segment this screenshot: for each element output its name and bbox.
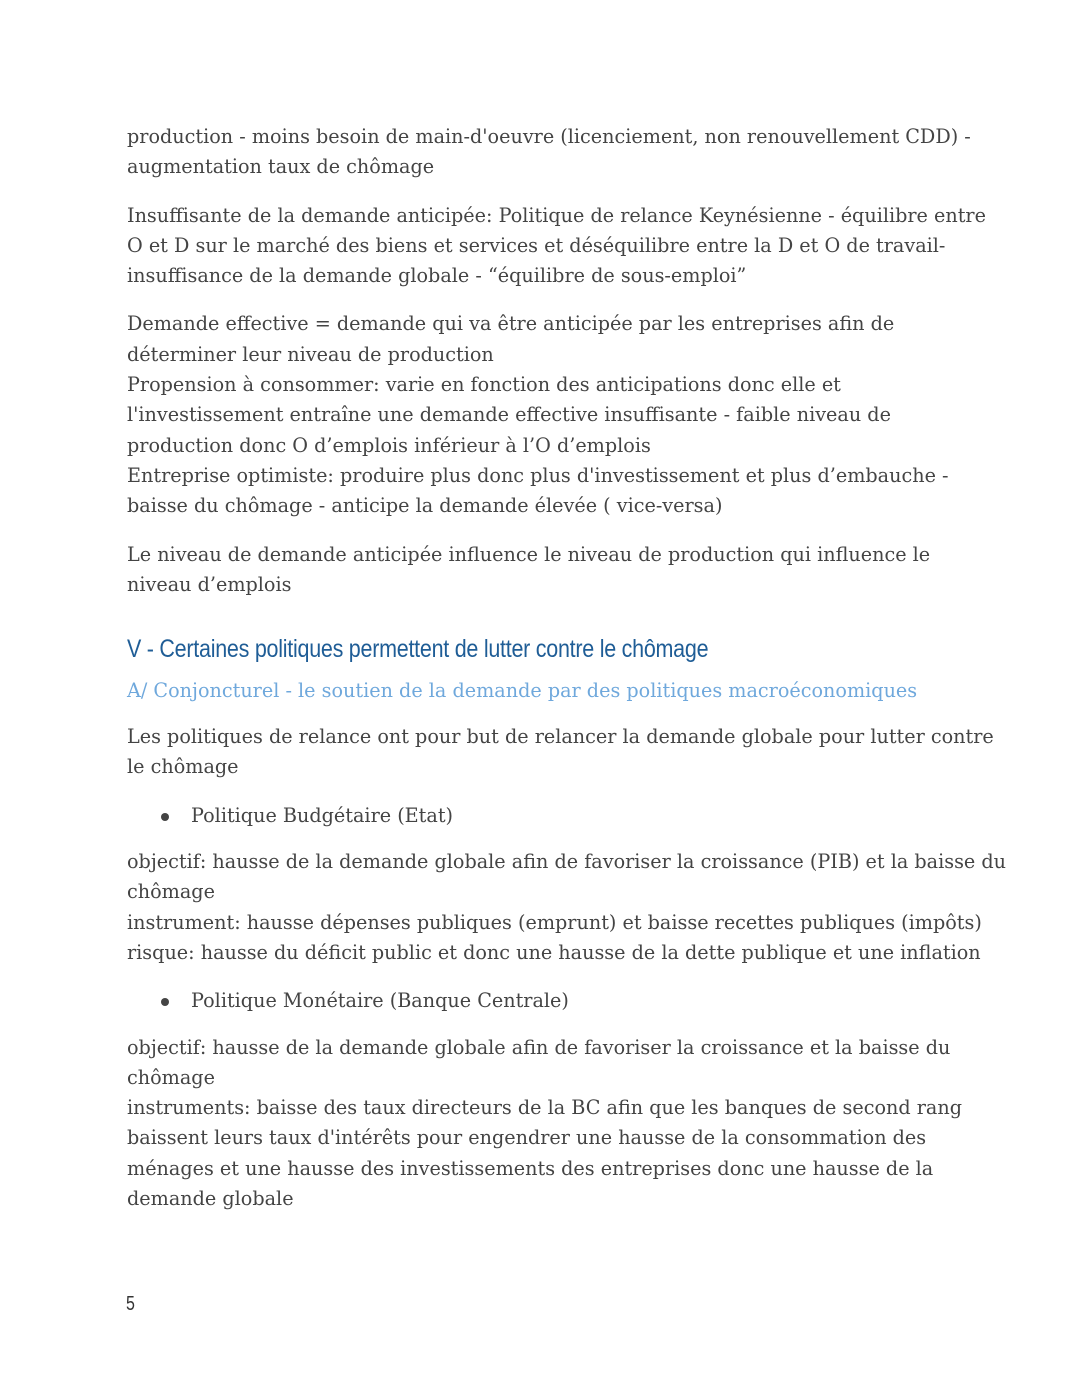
text-line: production donc O d’emplois inférieur à l’O d’emplois bbox=[127, 433, 651, 457]
text-line: augmentation taux de chômage bbox=[127, 155, 435, 179]
text-line: production - moins besoin de main-d'oeuvre (licenciement, non renouvellement CDD) - bbox=[127, 125, 971, 148]
text-line: insuffisance de la demande globale - “équilibre de sous-emploi” bbox=[127, 264, 747, 288]
bullet-label-budgetary: Politique Budgétaire (Etat) bbox=[191, 803, 454, 827]
bullet-list-budgetary bbox=[127, 801, 957, 831]
text-line: Demande effective = demande qui va être anticipée par les entreprises afin de bbox=[127, 312, 895, 336]
paragraph-effective-demand bbox=[127, 309, 957, 521]
text-line: le chômage bbox=[127, 755, 239, 779]
text-line: chômage bbox=[127, 880, 215, 904]
text-line: Le niveau de demande anticipée influence le niveau de production qui influence le bbox=[127, 542, 931, 566]
paragraph-keynesian-policy bbox=[127, 201, 986, 292]
text-line: objectif: hausse de la demande globale afin de favoriser la croissance (PIB) et la baisse du bbox=[127, 850, 1007, 874]
page-content bbox=[127, 122, 1007, 1232]
section-heading: V - Certaines politiques permettent de lutter contre le chômage bbox=[127, 635, 709, 664]
text-line: instrument: hausse dépenses publiques (emprunt) et baisse recettes publiques (impôts) bbox=[127, 910, 982, 934]
list-item bbox=[127, 986, 957, 1016]
subsection-heading: A/ Conjoncturel - le soutien de la demande par des politiques macroéconomiques bbox=[127, 679, 918, 703]
text-line: Les politiques de relance ont pour but de relancer la demande globale pour lutter contre bbox=[127, 725, 994, 749]
paragraph-monetary-details bbox=[127, 1033, 962, 1215]
bullet-icon bbox=[161, 998, 169, 1006]
text-line: déterminer leur niveau de production bbox=[127, 342, 494, 366]
bullet-list-monetary bbox=[127, 986, 957, 1016]
text-line: l'investissement entraîne une demande effective insuffisante - faible niveau de bbox=[127, 403, 891, 427]
text-line: chômage bbox=[127, 1065, 215, 1089]
text-line: baissent leurs taux d'intérêts pour engendrer une hausse de la consommation des bbox=[127, 1126, 927, 1150]
text-line: objectif: hausse de la demande globale afin de favoriser la croissance et la baisse du bbox=[127, 1035, 951, 1059]
list-item bbox=[127, 801, 957, 831]
bullet-label-monetary: Politique Monétaire (Banque Centrale) bbox=[191, 989, 569, 1013]
bullet-icon bbox=[161, 813, 169, 821]
text-line: O et D sur le marché des biens et services et déséquilibre entre la D et O de travail- bbox=[127, 233, 946, 257]
text-line: baisse du chômage - anticipe la demande élevée ( vice-versa) bbox=[127, 494, 723, 518]
text-line: Propension à consommer: varie en fonction des anticipations donc elle et bbox=[127, 373, 841, 397]
text-line: Insuffisante de la demande anticipée: Politique de relance Keynésienne - équilibre entre bbox=[127, 203, 986, 227]
text-line: instruments: baisse des taux directeurs de la BC afin que les banques de second rang bbox=[127, 1096, 962, 1120]
text-line: demande globale bbox=[127, 1187, 294, 1211]
text-line: ménages et une hausse des investissements des entreprises donc une hausse de la bbox=[127, 1156, 934, 1180]
paragraph-relance-intro bbox=[127, 722, 994, 783]
paragraph-production-consequence bbox=[127, 122, 971, 183]
page-number: 5 bbox=[126, 1293, 135, 1315]
text-line: niveau d’emplois bbox=[127, 572, 292, 596]
text-line: Entreprise optimiste: produire plus donc plus d'investissement et plus d’embauche - bbox=[127, 463, 949, 487]
text-line: risque: hausse du déficit public et donc une hausse de la dette publique et une inflation bbox=[127, 940, 981, 964]
paragraph-budgetary-details bbox=[127, 847, 1007, 968]
paragraph-demand-level bbox=[127, 540, 957, 601]
